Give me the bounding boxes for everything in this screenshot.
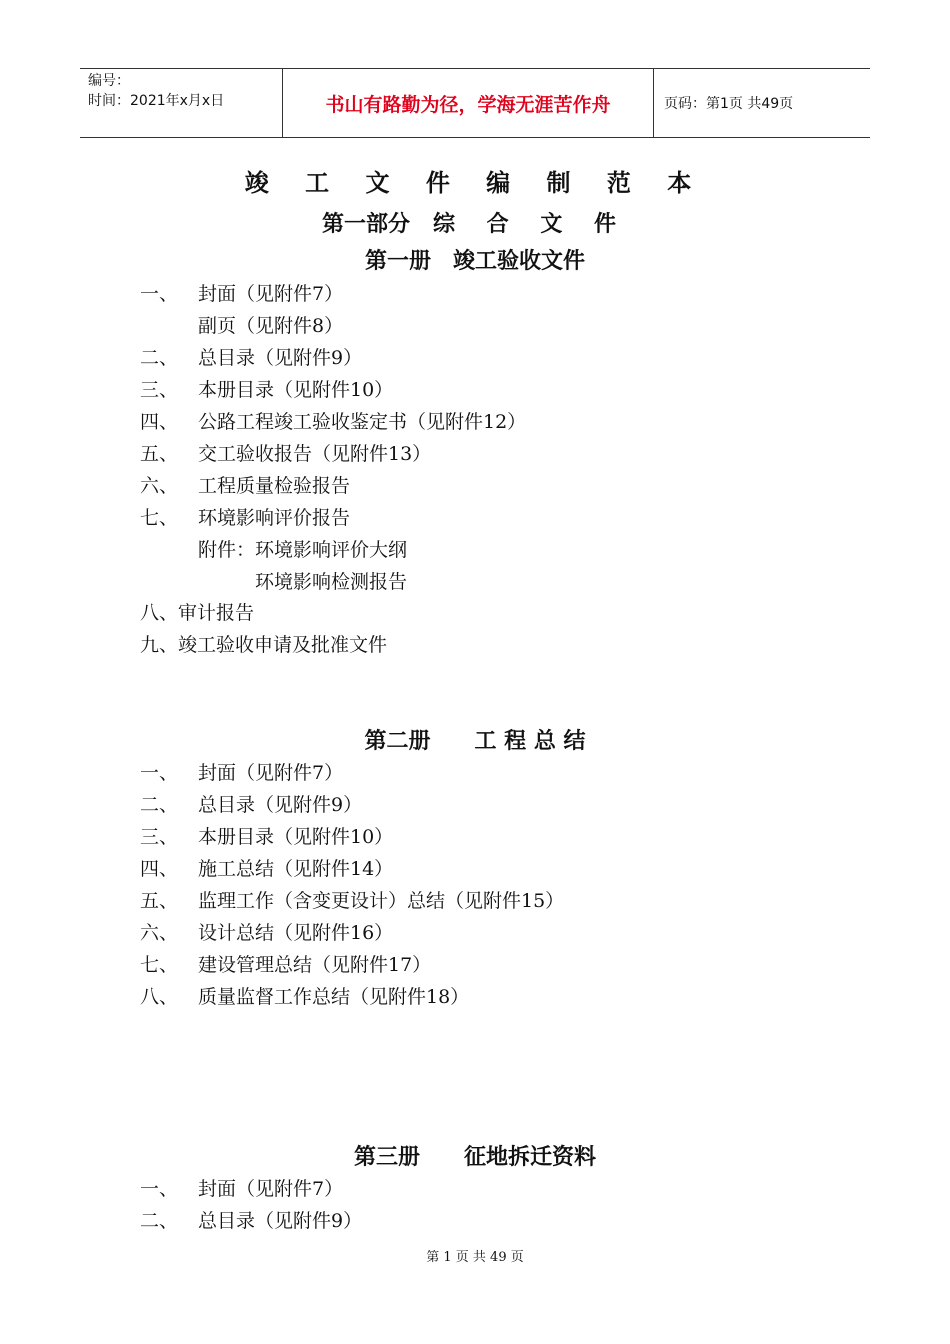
volume-1-heading: 第一册 竣工验收文件	[364, 248, 585, 274]
page-header	[80, 68, 870, 138]
number-label: 编号：	[88, 73, 130, 89]
list-item: 六、 设计总结（见附件16）	[140, 922, 394, 944]
list-item: 一、 封面（见附件7）	[140, 762, 344, 784]
list-item: 三、 本册目录（见附件10）	[140, 826, 394, 848]
list-item: 一、 封面（见附件7）	[140, 1178, 344, 1200]
list-item: 六、 工程质量检验报告	[140, 475, 351, 497]
list-item: 五、 交工验收报告（见附件13）	[140, 443, 432, 465]
volume-2-heading: 第二册 工 程 总 结	[364, 728, 586, 754]
volume-3-heading: 第三册 征地拆迁资料	[353, 1144, 596, 1170]
list-item: 七、 环境影响评价报告	[140, 507, 351, 529]
header-slogan: 书山有路勤为径，学海无涯苦作舟	[282, 69, 654, 137]
list-item: 二、 总目录（见附件9）	[140, 1210, 363, 1232]
list-item: 二、 总目录（见附件9）	[140, 347, 363, 369]
list-item: 二、 总目录（见附件9）	[140, 794, 363, 816]
header-meta	[80, 69, 282, 137]
list-item: 八、审计报告	[140, 602, 255, 624]
list-item: 四、 公路工程竣工验收鉴定书（见附件12）	[140, 411, 527, 433]
part-prefix: 第一部分	[322, 211, 411, 237]
list-item: 环境影响检测报告	[198, 571, 408, 593]
page-footer: 第 1 页 共 49 页	[426, 1250, 524, 1265]
list-item: 三、 本册目录（见附件10）	[140, 379, 394, 401]
document-title: 竣 工 文 件 编 制 范 本	[244, 168, 706, 197]
list-item: 副页（见附件8）	[198, 315, 344, 337]
list-item: 五、 监理工作（含变更设计）总结（见附件15）	[140, 890, 565, 912]
list-item: 一、 封面（见附件7）	[140, 283, 344, 305]
part-name: 综 合 文 件	[433, 211, 628, 237]
part-title	[0, 207, 950, 238]
list-item: 附件：环境影响评价大纲	[198, 539, 408, 561]
list-item: 四、 施工总结（见附件14）	[140, 858, 394, 880]
list-item: 九、竣工验收申请及批准文件	[140, 634, 388, 656]
header-page-info: 页码：第1页 共49页	[664, 96, 794, 112]
list-item: 七、 建设管理总结（见附件17）	[140, 954, 432, 976]
time-label: 时间：2021年x月x日	[88, 93, 225, 109]
list-item: 八、 质量监督工作总结（见附件18）	[140, 986, 470, 1008]
